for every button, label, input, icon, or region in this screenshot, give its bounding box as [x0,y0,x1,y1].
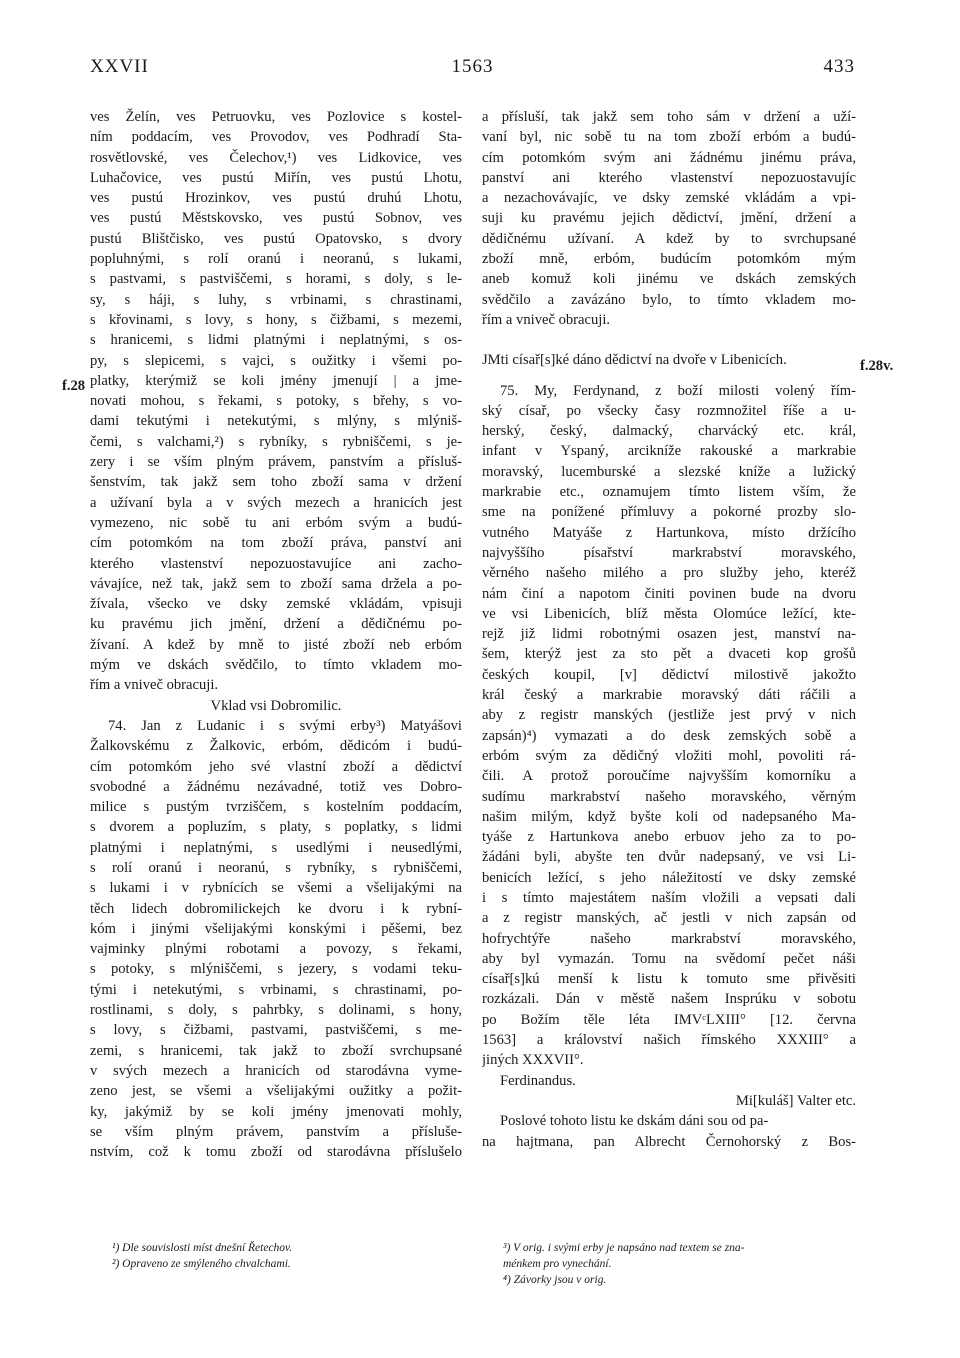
text-line: ves Želín, ves Petruovku, ves Pozlovice s kostel- [90,109,462,125]
text-line: ky, jakýmiž by se koli jmény jmenovati mohly, [90,1103,462,1120]
text-line: cím potomkóm svým ani žádnému jinému práva, [482,149,856,166]
text-line: čemi, s valchami,²) s rybníky, s rybniščemi, s je- [90,433,462,450]
text-line: zboží mně, erbóm, budúcím potomkóm mým [482,251,856,268]
text-line: na hajtmana, pan Albrecht Černohorský z Bos- [482,1133,856,1150]
text-line: rozkázali. Dán v městě našem Insprúku v sobotu [482,991,856,1008]
text-line: s pastvami, s pastviščemi, s horami, s doly, s le- [90,271,462,288]
text-line: dami tekutými i netekutými, s mlýny, s mlýniš- [90,413,462,430]
text-line: herský, český, dalmacký, charvácký etc. král, [482,423,856,440]
text-line: kóm i jinými všelijakými konskými i pěšemi, bez [90,920,462,937]
footnote: ²) Opraveno ze smýleného chvalchami. [112,1258,291,1270]
text-line: popluhnými, s rolí oranú i neoranú, s lukami, [90,251,462,268]
text-line: najvyššího písařství markrabství moravského, [482,544,856,561]
text-line: šenstvím, tak jakž sem toho zboží sama v držení [90,474,462,491]
text-line: vymezeno, nic sobě tu ani erbóm svým a budú- [90,514,462,531]
text-line: Ferdinandus. [500,1072,576,1089]
text-line: žádáni byli, abyšte ten dvůr nadepsaný, ve vsi Li- [482,849,856,866]
text-line: po Božím těle léta IMVᶜLXIII° [12. června [482,1011,856,1028]
folio-note-left: f.28 [62,378,86,394]
left-column [90,107,462,1162]
text-line: a přísluší, tak jakž sem toho sám v držení a uží- [482,109,856,125]
text-line: s lovy, s čižbami, pastvami, pastviščemi, s me- [90,1022,462,1039]
text-line: vávajíce, než tak, jakž sem to zboží sama držela a po- [90,575,462,592]
text-line: Žalkovskému z Žalkovic, erbóm, dědicóm i budú- [90,738,462,755]
text-line: císař[s]kú menší k listu k tomuto sme přivěsiti [482,971,856,988]
text-line: rosvětlovské, ves Čelechov,¹) ves Lidkovice, ves [90,149,462,166]
text-line: se vším plným právem, panstvím a přísluše- [90,1123,462,1140]
text-line: sme na ponížené přímluvy a pokorné prozby slo- [482,504,856,521]
text-line: hofrychtýře našeho markrabství moravského, [482,930,856,947]
text-line: ve vsi Libenicích, blíž města Olomúce ležící, kte- [482,605,856,622]
text-line: s potoky, s mlýniščemi, s jezery, s vodami teku- [90,961,462,978]
text-line: zery i se vším plným právem, panstvím a přísluš- [90,454,462,471]
footnote: ¹) Dle souvislosti míst dnešní Řetechov. [112,1242,293,1254]
running-header [90,56,855,86]
text-line: řím a vniveč obracuji. [482,311,611,328]
header-volume: XXVII [90,56,149,77]
text-line: českých koupil, [v] dědictví milostivě jakožto [482,666,856,683]
text-line: sudímu markrabství našeho moravského, věrným [482,788,856,805]
text-line: šem, kterýž jest za sto pět a dvaceti kop grošů [482,646,856,663]
text-line: zapsán)⁴) vymazati a do desk zemských sobě a [482,727,856,744]
text-line: s hranicemi, s lidmi platnými i neplatnými, s os- [90,332,462,349]
text-line: řím a vniveč obracuji. [90,677,219,694]
text-line: i s tímto majestátem naším vložili a vepsati dali [482,889,856,906]
text-line: s rolí oranú i neoranú, s rybníky, s rybniščemi, [90,859,462,876]
footnotes-right [503,1240,853,1288]
text-line: Luhačovice, ves pustú Miřín, ves pustú Lhotu, [90,169,462,186]
text-line: milice s pustým tvrziščem, s kostelním poddacím, [90,799,462,816]
text-line: věrného našeho milého a pro služby jeho, kteréž [482,565,856,582]
text-line: dědičnému užívaní. A kdež by to svrchupsané [482,230,856,247]
text-line: žívala, všecko ve dsky zemské vkládám, vpisuji [90,596,462,613]
text-line: 1563] a království našich římského XXXIII° a [482,1032,856,1049]
text-line: mým ve dskách svědčilo, to tímto vkladem mo- [90,657,462,674]
text-line: s dvorem a popluzím, s platy, s poplatky, s lidmi [90,819,462,836]
footnote: ⁴) Závorky jsou v orig. [503,1274,607,1286]
text-line: ves pustú Hrozinkov, ves pustú druhú Lhotu, [90,190,462,207]
text-line: moravský, lucemburské a slezské kníže a lužický [482,463,856,480]
right-column-paragraph-a [482,107,856,330]
text-line: aneb komuž koli jinému ve dskách zemských [482,271,856,288]
text-line: kterého vlastenství nepozuostavujíce ani zacho- [90,555,462,572]
text-line: pustú Blištčisko, ves pustú Opatovsko, s dvory [90,230,462,247]
text-line: panství ani kterého vlastenství nepozuostavujíc [482,169,856,186]
text-line: suji ku pravému jejich dědictví, jmění, držení a [482,210,856,227]
text-line: Mi[kuláš] Valter etc. [735,1092,856,1109]
text-line: tými i netekutými, s vrbinami, s chrastinami, po- [90,981,462,998]
text-line: a z registr manských, ač jestli v nich zapsán od [482,910,856,927]
text-line: svobodné a žádnému nezávadné, totiž ves Dobro- [90,778,462,795]
text-line: čili. A protož poroučíme najvyšším komorníku a [482,768,856,785]
text-line: nstvím, což k tomu zboží od starodávna příslušelo [90,1144,462,1161]
text-line: vajminky plnými robotami a povozy, s řekami, [90,941,462,958]
text-line: Poslové tohoto listu ke dskám dáni sou od pa- [500,1113,769,1130]
text-line: svědčilo a zavázáno bylo, to tímto vkladem mo- [482,291,856,308]
footnote: ³) V orig. i svými erby je napsáno nad textem se zna- [503,1242,745,1254]
text-line: v svých mezech a hranicích od starodávna vyme- [90,1062,462,1079]
text-line: král český a markrabie moravský dáti ráčili a [482,687,856,704]
right-column [482,107,856,1152]
text-line: 74. Jan z Ludanic i s svými erby³) Matyášovi [108,717,462,734]
text-line: 75. My, Ferdynand, z boží milosti volený řím- [500,382,856,399]
text-line: nám činí a napotom činiti povinen bude na dvoru [482,585,856,602]
right-column-paragraph-b [482,381,856,1152]
text-line: vaní byl, nic sobě tu na tom zboží erbóm a budú- [482,129,856,146]
text-line: platnými i neplatnými, s usedlými i neusedlými, [90,839,462,856]
text-line: aby byl vymazán. Tomu na svědomí pečet náši [482,950,856,967]
text-line: infant v Yspaný, arcikníže rakouské a markrabie [482,443,856,460]
text-line: erbóm svým za dědičný vložiti mohl, povoliti rá- [482,747,856,764]
text-line: těch lidech dobromilickejch ke dvoru i k rybní- [90,900,462,917]
text-line: žívaní. A kdež by mně to jisté zboží neb erbóm [90,636,462,653]
text-line: s křovinami, s lovy, s hony, s čižbami, s mezemi, [90,311,462,328]
text-line: rostlinami, s doly, s pahrbky, s dolinami, s hony, [90,1002,462,1019]
text-line: ves pustú Městskovsko, ves pustú Sobnov, ves [90,210,462,227]
page-number: 433 [823,56,855,77]
text-line: aby z registr manských (jestliže jest prvý v nich [482,707,856,724]
text-line: našim milým, když byšte koli od nadepsaného Ma- [482,808,856,825]
text-line: zemi, s hranicemi, tak jakž to zboží svrchupsané [90,1042,462,1059]
text-line: vutného Matyáše z Hartunkova, místo držícího [482,524,856,541]
text-line: cím potomkóm na tom zboží práva, panství ani [90,535,462,552]
text-line: ský císař, po všecky časy rozmnožitel říše a u- [482,402,856,419]
text-line: ku pravému jich jmění, držení a dědičnému po- [90,616,462,633]
text-line: ním poddacím, ves Provodov, ves Podhradí Sta- [90,129,462,146]
text-line: py, s slepicemi, s vajci, s oužitky i všemi po- [90,352,462,369]
footnote: ménkem pro vynechání. [503,1258,612,1270]
text-line: cím potomkóm jeho své vlastní zboží a dědictví [90,758,462,775]
text-line: benicích ležící, s jeho náležitostí ve dsky zemské [482,869,856,886]
text-line: a nezachovávajíc, ve dsky zemské vkládám a vpi- [482,190,856,207]
text-line: tyáše z Hartunkova anebo erbuov jeho za to po- [482,829,856,846]
text-line: platky, kterýmiž se koli jmény jmenují | a jme- [90,372,462,389]
text-line: sy, s háji, s luhy, s vrbinami, s chrastinami, [90,291,462,308]
text-line: novati mohou, s řekami, s potoky, s břehy, s vo- [90,393,462,410]
footnotes-left [112,1240,452,1272]
text-line: a užívaní byla a v svých mezech a hranicích jest [90,494,462,511]
text-line: zeno jest, se všemi a všelijakými oužitky a požit- [90,1083,462,1100]
folio-note-right: f.28v. [860,358,894,374]
text-line: jiných XXXVII°. [482,1052,584,1069]
text-line: markrabie etc., oznamujem tímto listem vším, že [482,484,856,501]
text-line: Vklad vsi Dobromilic. [210,697,342,714]
header-year: 1563 [451,56,494,77]
text-line: s lukami i v rybnících se všemi a všelijakými na [90,880,462,897]
text-line: rejž již lidmi robotnými osazen jest, manství na- [482,626,856,643]
section-heading-libenice: JMti císař[s]ké dáno dědictví na dvoře v Libenicích. [482,352,787,369]
